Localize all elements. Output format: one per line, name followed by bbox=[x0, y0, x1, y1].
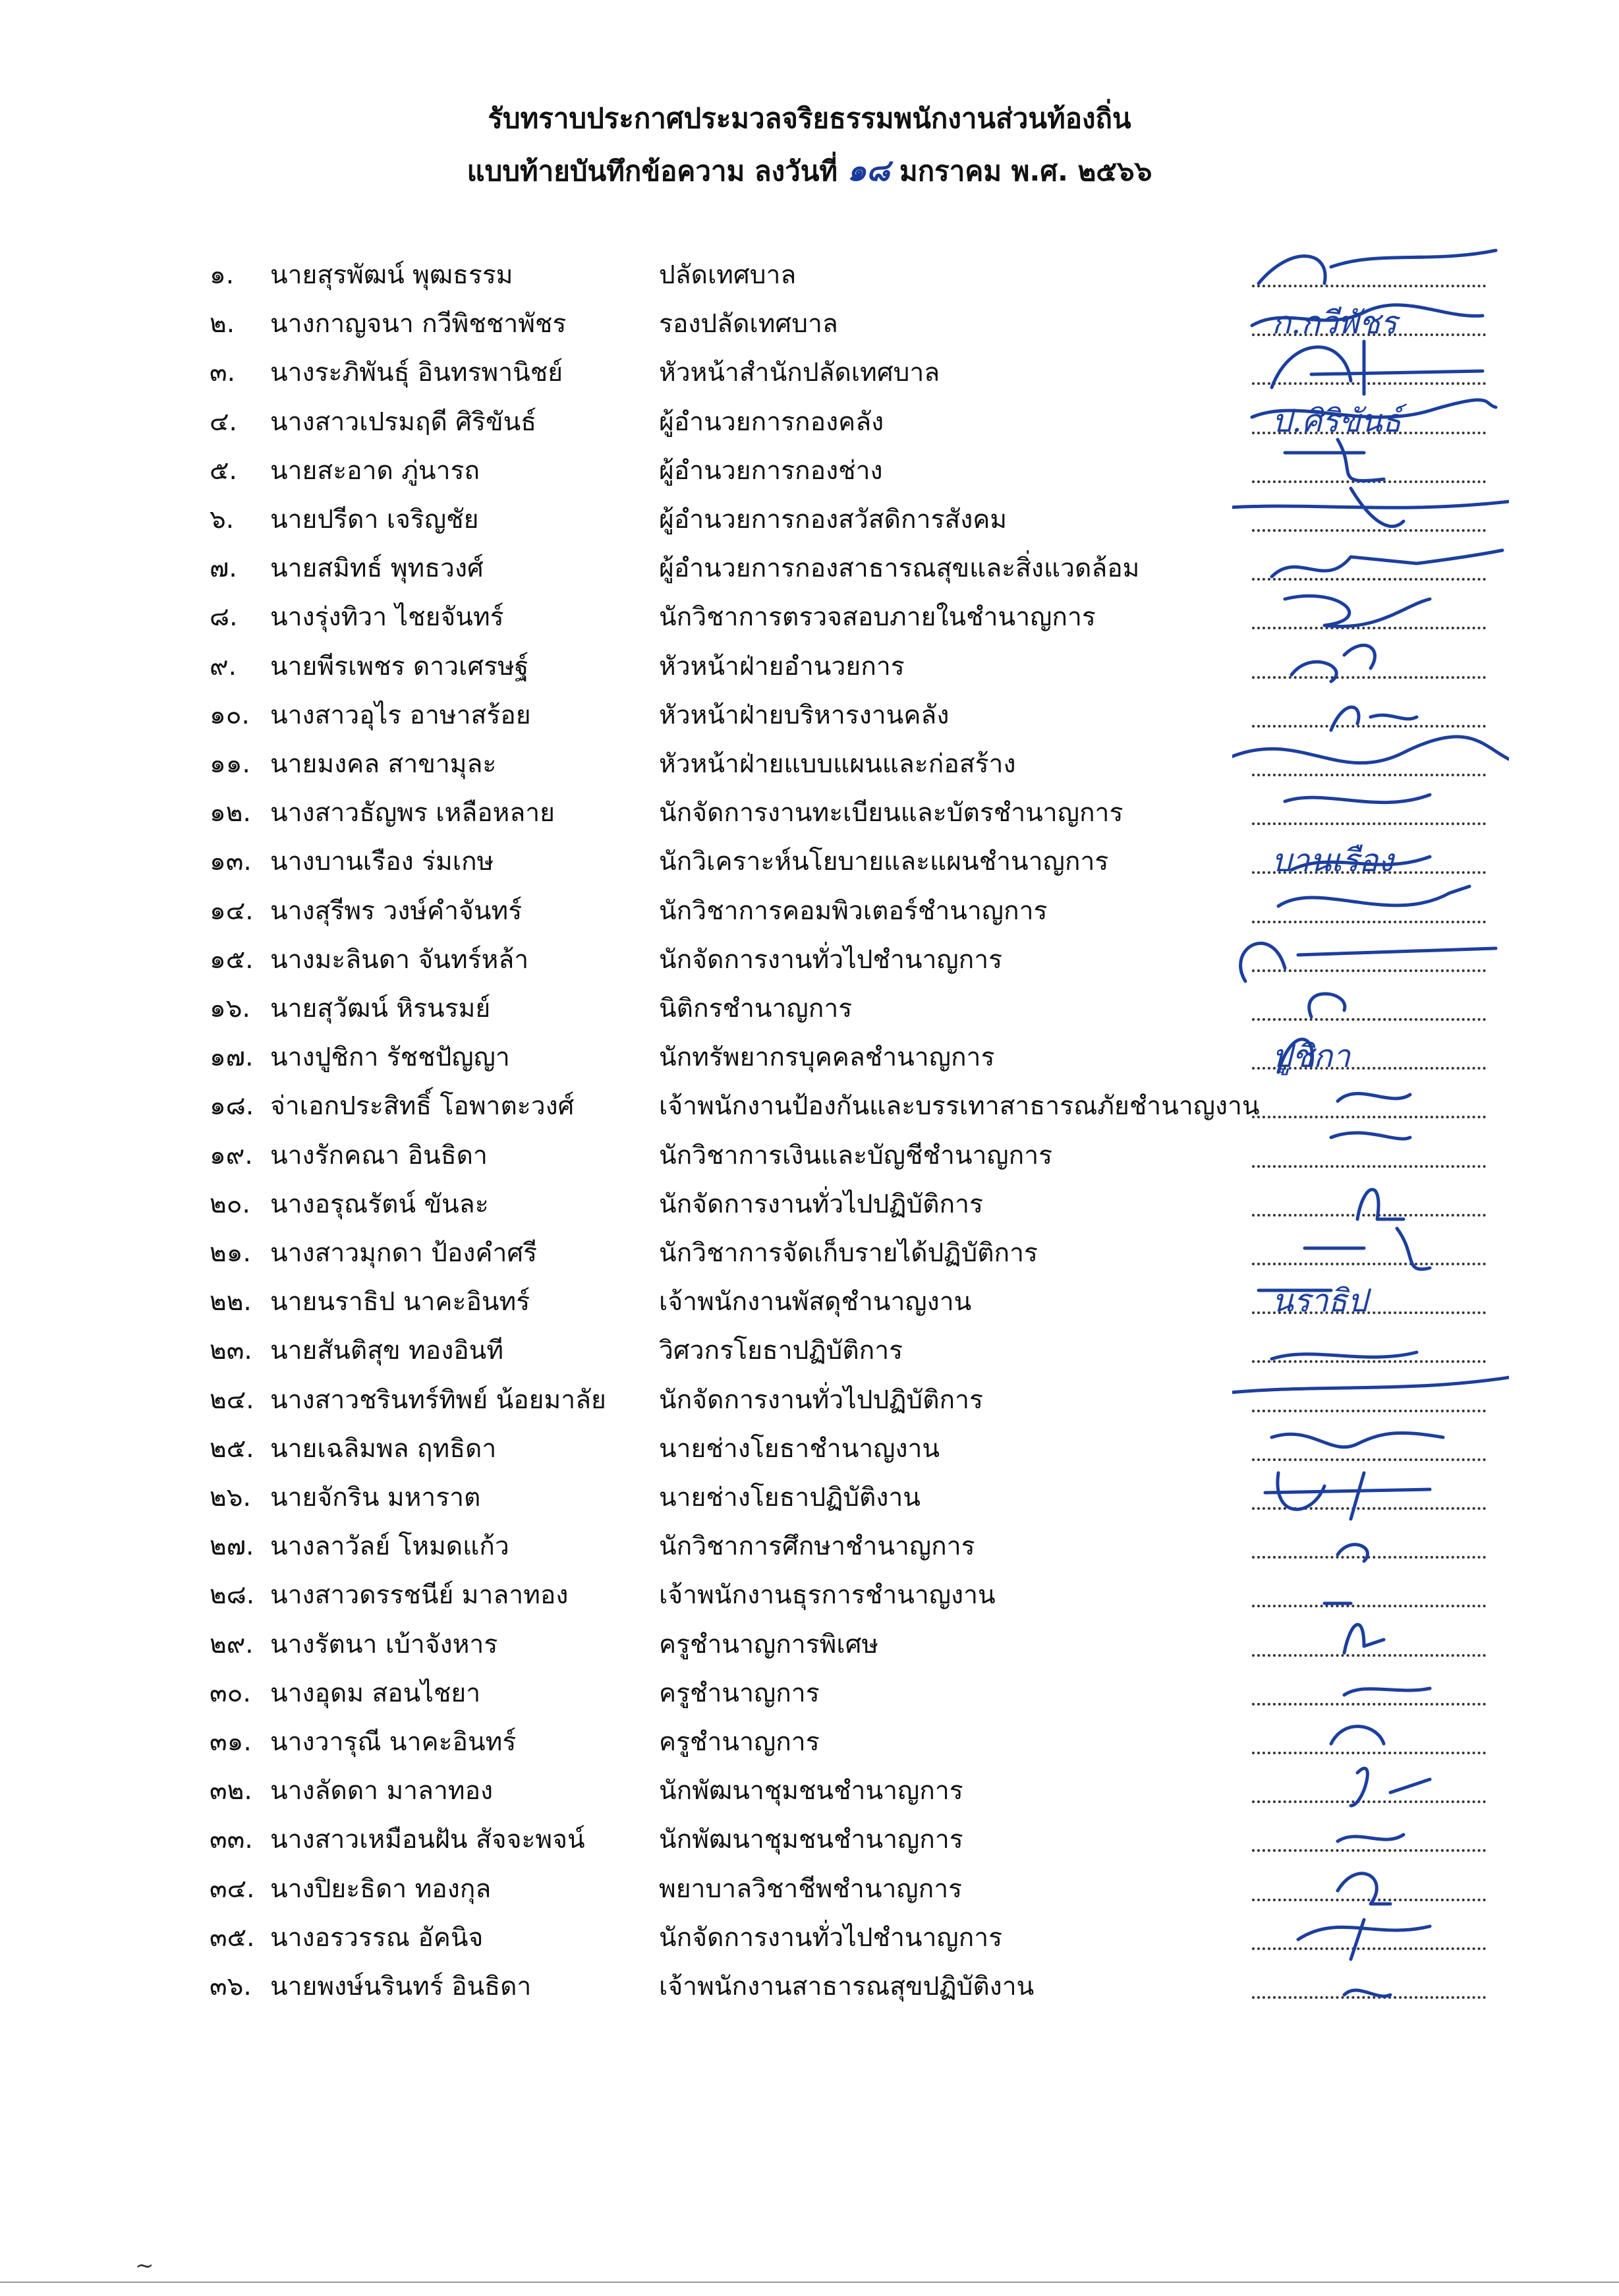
job-position: หัวหน้าฝ่ายอำนวยการ bbox=[659, 651, 905, 681]
person-name: นางสาวเปรมฤดี ศิริขันธ์ bbox=[270, 407, 537, 437]
job-position: ปลัดเทศบาล bbox=[659, 260, 797, 290]
job-position: นักพัฒนาชุมชนชำนาญการ bbox=[659, 1776, 963, 1806]
job-position: ผู้อำนวยการกองสาธารณสุขและสิ่งแวดล้อม bbox=[659, 554, 1140, 584]
row-number: ๒๗. bbox=[210, 1532, 254, 1562]
row-number: ๑๕. bbox=[210, 944, 254, 975]
row-number: ๒๓. bbox=[210, 1336, 252, 1366]
job-position: เจ้าพนักงานพัสดุชำนาญงาน bbox=[659, 1287, 972, 1317]
signature-stroke bbox=[1259, 250, 1496, 283]
job-position: เจ้าพนักงานป้องกันและบรรเทาสาธารณภัยชำนาญงาน bbox=[659, 1091, 1260, 1122]
person-name: นายปรีดา เจริญชัย bbox=[270, 505, 479, 534]
person-name: นางระภิพันธุ์ อินทรพานิชย์ bbox=[270, 358, 563, 388]
row-number: ๒๕. bbox=[210, 1433, 254, 1464]
job-position: นักวิเคราะห์นโยบายและแผนชำนาญการ bbox=[659, 847, 1109, 877]
row-number: ๑๖. bbox=[210, 994, 250, 1023]
person-name: นายสุรพัฒน์ พุฒธรรม bbox=[270, 260, 513, 290]
row-number: ๑๓. bbox=[210, 847, 252, 877]
person-name: นางสุรีพร วงษ์คำจันทร์ bbox=[270, 896, 523, 926]
row-number: ๑๐. bbox=[210, 700, 250, 730]
person-name: นายสะอาด ภู่นารถ bbox=[270, 455, 480, 486]
row-number: ๓๑. bbox=[210, 1727, 252, 1757]
row-number: ๒๑. bbox=[210, 1238, 251, 1268]
row-number: ๓. bbox=[210, 358, 236, 388]
person-name: นางสาวมุกดา ป้องคำศรี bbox=[270, 1238, 538, 1268]
title-line-1: รับทราบประกาศประมวลจริยธรรมพนักงานส่วนท้องถิ่น bbox=[488, 102, 1131, 134]
person-name: นางสาวเหมือนฝัน สัจจะพจน์ bbox=[270, 1825, 585, 1855]
row-number: ๙. bbox=[210, 651, 237, 681]
person-name: นายพีรเพชร ดาวเศรษฐ์ bbox=[270, 651, 529, 681]
row-number: ๑. bbox=[210, 260, 235, 290]
job-position: ผู้อำนวยการกองสวัสดิการสังคม bbox=[659, 505, 1008, 534]
person-name: นายนราธิป นาคะอินทร์ bbox=[270, 1287, 530, 1317]
title-line-2-suffix: มกราคม พ.ศ. ๒๕๖๖ bbox=[899, 155, 1152, 187]
signature-stroke bbox=[1272, 550, 1502, 577]
person-name: จ่าเอกประสิทธิ์ โอพาตะวงศ์ bbox=[270, 1091, 575, 1122]
person-name: นายสันติสุข ทองอินที bbox=[270, 1336, 504, 1366]
signature-stroke bbox=[1338, 1835, 1404, 1841]
signature-stroke bbox=[1285, 795, 1430, 803]
signature-stroke bbox=[1232, 1375, 1509, 1395]
signature-stroke bbox=[1338, 1094, 1410, 1102]
row-number: ๘. bbox=[210, 602, 238, 633]
job-position: ผู้อำนวยการกองคลัง bbox=[659, 407, 884, 437]
row-number: ๑๙. bbox=[210, 1140, 253, 1170]
title-line-2-prefix: แบบท้ายบันทึกข้อความ ลงวันที่ bbox=[467, 155, 838, 187]
person-name: นางสาวอุไร อาษาสร้อย bbox=[270, 700, 531, 730]
person-name: นางบานเรือง ร่มเกษ bbox=[270, 847, 494, 877]
row-number: ๓๔. bbox=[210, 1874, 255, 1904]
job-position: ครูชำนาญการ bbox=[659, 1678, 820, 1708]
signature-text: ป.ศิริขันธ์ bbox=[1272, 402, 1402, 440]
job-position: หัวหน้าสำนักปลัดเทศบาล bbox=[659, 358, 940, 388]
person-name: นายจักริน มหาราต bbox=[270, 1483, 481, 1512]
row-number: ๒๔. bbox=[210, 1385, 254, 1415]
signature-stroke bbox=[1344, 1990, 1390, 1996]
job-position: นักวิชาการตรวจสอบภายในชำนาญการ bbox=[659, 602, 1096, 633]
job-position: นักวิชาการเงินและบัญชีชำนาญการ bbox=[659, 1140, 1053, 1170]
signature-text: นราธิป bbox=[1272, 1282, 1368, 1320]
person-name: นางสาวดรรชนีย์ มาลาทอง bbox=[270, 1580, 569, 1611]
row-number: ๓๒. bbox=[210, 1776, 252, 1806]
person-name: นางกาญจนา กวีพิชชาพัชร bbox=[270, 309, 567, 339]
row-number: ๑๔. bbox=[210, 896, 254, 926]
signature-stroke bbox=[1305, 1228, 1430, 1269]
person-name: นายเฉลิมพล ฤทธิดา bbox=[270, 1433, 497, 1464]
job-position: รองปลัดเทศบาล bbox=[659, 309, 838, 339]
row-number: ๒๙. bbox=[210, 1629, 254, 1659]
job-position: นายช่างโยธาชำนาญงาน bbox=[659, 1433, 940, 1464]
signature-stroke bbox=[1272, 1433, 1443, 1447]
job-position: นักวิชาการศึกษาชำนาญการ bbox=[659, 1532, 975, 1562]
person-name: นายมงคล สาขามุละ bbox=[270, 749, 497, 779]
job-position: นักวิชาการคอมพิวเตอร์ชำนาญการ bbox=[659, 896, 1048, 926]
row-number: ๓๖. bbox=[210, 1972, 252, 2001]
signature-stroke bbox=[1338, 1873, 1390, 1903]
person-name: นางปูชิกา รัชชปัญญา bbox=[270, 1043, 510, 1073]
person-name: นายสุวัฒน์ หิรนรมย์ bbox=[270, 994, 491, 1023]
job-position: นักจัดการงานทั่วไปปฏิบัติการ bbox=[659, 1385, 983, 1415]
signature-text: ก.กวีพัชร bbox=[1272, 304, 1398, 342]
signature-stroke bbox=[1331, 1133, 1410, 1139]
person-name: นางรุ่งทิวา ไชยจันทร์ bbox=[270, 602, 504, 633]
row-number: ๓๓. bbox=[210, 1825, 253, 1855]
job-position: นักพัฒนาชุมชนชำนาญการ bbox=[659, 1825, 963, 1855]
job-position: ผู้อำนวยการกองช่าง bbox=[659, 455, 883, 486]
person-name: นางอรวรรณ อัคนิจ bbox=[270, 1922, 484, 1953]
row-number: ๑๒. bbox=[210, 798, 251, 828]
person-name: นางสาวชรินทร์ทิพย์ น้อยมาลัย bbox=[270, 1385, 606, 1415]
signature-stroke bbox=[1278, 886, 1469, 906]
row-number: ๒๐. bbox=[210, 1189, 250, 1219]
job-position: ครูชำนาญการพิเศษ bbox=[659, 1629, 879, 1659]
handwritten-day: ๑๘ bbox=[847, 152, 890, 188]
job-position: หัวหน้าฝ่ายแบบแผนและก่อสร้าง bbox=[659, 749, 1016, 779]
row-number: ๔. bbox=[210, 407, 237, 437]
job-position: นักวิชาการจัดเก็บรายได้ปฏิบัติการ bbox=[659, 1238, 1038, 1268]
row-number: ๓๐. bbox=[210, 1678, 251, 1708]
job-position: นายช่างโยธาปฏิบัติงาน bbox=[659, 1483, 921, 1512]
signature-stroke bbox=[1351, 1768, 1430, 1806]
row-number: ๒. bbox=[210, 309, 235, 339]
job-position: นักจัดการงานทั่วไปชำนาญการ bbox=[659, 944, 1003, 975]
person-name: นางมะลินดา จันทร์หล้า bbox=[270, 944, 529, 975]
row-number: ๒๘. bbox=[210, 1580, 255, 1611]
person-name: นางรัตนา เบ้าจังหาร bbox=[270, 1629, 498, 1659]
job-position: นักจัดการงานทะเบียนและบัตรชำนาญการ bbox=[659, 798, 1123, 828]
signature-stroke bbox=[1344, 1624, 1384, 1653]
job-position: พยาบาลวิชาชีพชำนาญการ bbox=[659, 1874, 963, 1904]
person-name: นางอรุณรัตน์ ขันละ bbox=[270, 1189, 489, 1219]
job-position: วิศวกรโยธาปฏิบัติการ bbox=[659, 1336, 903, 1366]
signature-stroke bbox=[1285, 596, 1430, 627]
row-number: ๑๑. bbox=[210, 749, 250, 779]
footer-mark: ~ bbox=[135, 2253, 154, 2279]
job-position: เจ้าพนักงานธุรการชำนาญงาน bbox=[659, 1580, 996, 1611]
job-position: นักทรัพยากรบุคคลชำนาญการ bbox=[659, 1043, 995, 1073]
row-number: ๓๕. bbox=[210, 1922, 255, 1953]
document-title bbox=[0, 99, 1619, 138]
person-name: นางอุดม สอนไชยา bbox=[270, 1678, 481, 1708]
person-name: นางวารุณี นาคะอินทร์ bbox=[270, 1727, 517, 1757]
signatory-row bbox=[0, 1963, 1619, 2012]
row-number: ๑๘. bbox=[210, 1091, 254, 1122]
footer-divider bbox=[0, 2282, 1619, 2283]
signature-stroke bbox=[1309, 994, 1345, 1017]
signature-stroke bbox=[1292, 645, 1375, 681]
job-position: หัวหน้าฝ่ายบริหารงานคลัง bbox=[659, 700, 950, 730]
job-position: นิติกรชำนาญการ bbox=[659, 994, 853, 1023]
signature-text: ปูชิกา bbox=[1272, 1038, 1351, 1076]
document-subtitle bbox=[0, 150, 1619, 191]
row-number: ๒๒. bbox=[210, 1287, 252, 1317]
row-number: ๗. bbox=[210, 554, 237, 584]
signature-stroke bbox=[1285, 440, 1384, 481]
signature-text: บานเรือง bbox=[1272, 842, 1394, 880]
person-name: นางรักคณา อินธิดา bbox=[270, 1140, 488, 1170]
row-number: ๕. bbox=[210, 455, 237, 486]
person-name: นายพงษ์นรินทร์ อินธิดา bbox=[270, 1972, 532, 2001]
job-position: เจ้าพนักงานสาธารณสุขปฏิบัติงาน bbox=[659, 1972, 1035, 2001]
handwritten-signature bbox=[1232, 1949, 1509, 2015]
person-name: นางลัดดา มาลาทอง bbox=[270, 1776, 494, 1806]
signature-stroke bbox=[1344, 1688, 1430, 1695]
person-name: นางปิยะธิดา ทองกุล bbox=[270, 1874, 492, 1904]
row-number: ๒๖. bbox=[210, 1483, 251, 1512]
row-number: ๖. bbox=[210, 505, 235, 534]
signature-stroke bbox=[1232, 488, 1509, 527]
signature-stroke bbox=[1272, 1352, 1417, 1359]
row-number: ๑๗. bbox=[210, 1043, 254, 1073]
job-position: นักจัดการงานทั่วไปปฏิบัติการ bbox=[659, 1189, 983, 1219]
person-name: นายสมิทธ์ พุทธวงศ์ bbox=[270, 554, 484, 584]
job-position: ครูชำนาญการ bbox=[659, 1727, 820, 1757]
job-position: นักจัดการงานทั่วไปชำนาญการ bbox=[659, 1922, 1003, 1953]
signature-stroke bbox=[1331, 1727, 1384, 1744]
person-name: นางลาวัลย์ โหมดแก้ว bbox=[270, 1532, 509, 1562]
person-name: นางสาวธัญพร เหลือหลาย bbox=[270, 798, 555, 828]
signature-stroke bbox=[1232, 737, 1509, 763]
